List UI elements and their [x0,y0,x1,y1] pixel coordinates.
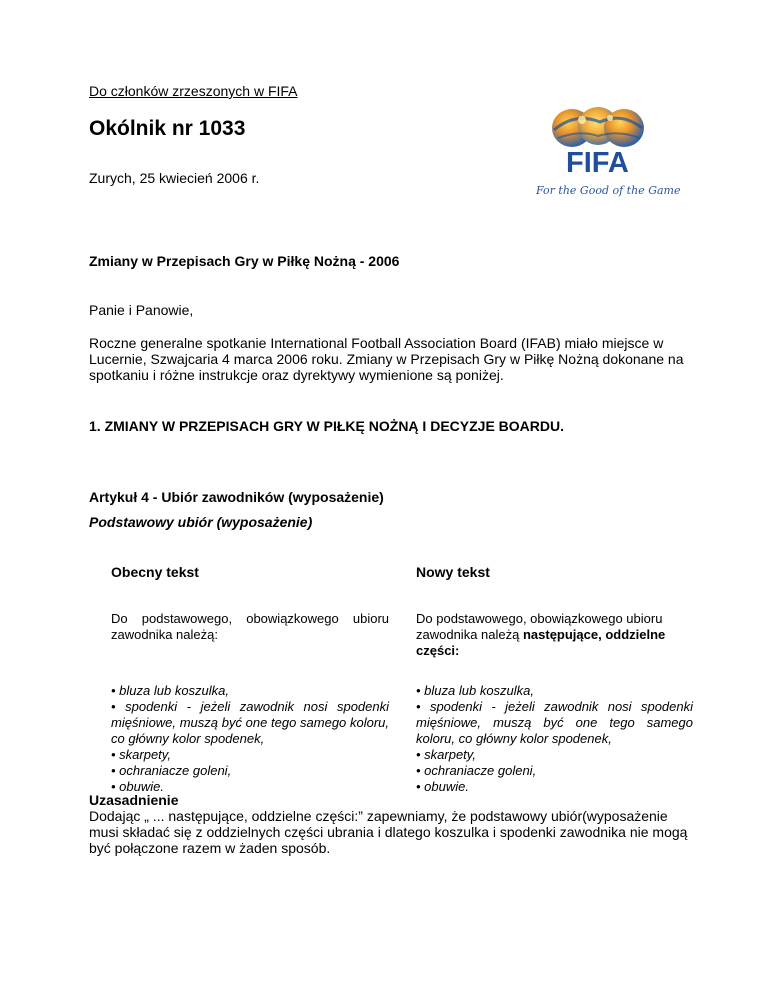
list-item: • bluza lub koszulka, [111,683,230,698]
circular-title: Okólnik nr 1033 [89,117,246,140]
new-items-list [416,683,693,795]
list-item: • bluza lub koszulka, [416,683,535,698]
addressee-line: Do członków zrzeszonych w FIFA [89,83,298,99]
dateline: Zurych, 25 kwiecień 2006 r. [89,170,260,186]
new-intro-bold: następujące, oddzielne części: [416,627,666,658]
list-item: • skarpety, [111,747,171,762]
justification-heading: Uzasadnienie [89,792,179,808]
current-text-header: Obecny tekst [111,564,199,580]
current-intro: Do podstawowego, obowiązkowego ubioru zawodnika należą: [111,611,389,642]
justification-text: Dodając „ ... następujące, oddzielne części:” zapewniamy, że podstawowy ubiór(wyposażenie musi składać się z oddzielnych części ubrania i dlatego koszulka i spodenki zawodnika nie mogą być połączone razem w żaden sposób. [89,808,688,856]
intro-paragraph: Roczne generalne spotkanie International Football Association Board (IFAB) miało miejsce w Lucernie, Szwajcaria 4 marca 2006 roku. Zmiany w Przepisach Gry w Piłkę Nożną dokonane na spotkaniu i różne instrukcje oraz dyrektywy wymienione są poniżej. [89,335,684,383]
article-heading: Artykuł 4 - Ubiór zawodników (wyposażenie) [89,489,384,505]
list-item: • obuwie. [416,779,469,794]
new-intro-plain: Do podstawowego, obowiązkowego ubioru zawodnika należą [416,611,663,642]
list-item: • spodenki - jeżeli zawodnik nosi spodenki mięśniowe, muszą być one tego samego koloru, co główny kolor spodenek, [416,699,693,746]
salutation: Panie i Panowie, [89,302,194,318]
subsection-heading: Podstawowy ubiór (wyposażenie) [89,514,313,530]
fifa-wordmark: FIFA [566,147,629,179]
list-item: • spodenki - jeżeli zawodnik nosi spodenki mięśniowe, muszą być one tego samego koloru, co główny kolor spodenek, [111,699,389,746]
list-item: • ochraniacze goleni, [416,763,537,778]
list-item: • obuwie. [111,779,164,794]
fifa-logo [530,100,680,202]
subject-heading: Zmiany w Przepisach Gry w Piłkę Nożną - 2006 [89,253,400,269]
globe-icon [552,107,644,147]
new-intro [416,611,693,659]
new-text-header: Nowy tekst [416,564,490,580]
section-heading: 1. ZMIANY W PRZEPISACH GRY W PIŁKĘ NOŻNĄ I DECYZJE BOARDU. [89,418,565,434]
list-item: • skarpety, [416,747,476,762]
list-item: • ochraniacze goleni, [111,763,232,778]
fifa-tagline: For the Good of the Game [536,184,680,197]
current-items-list [111,683,389,795]
